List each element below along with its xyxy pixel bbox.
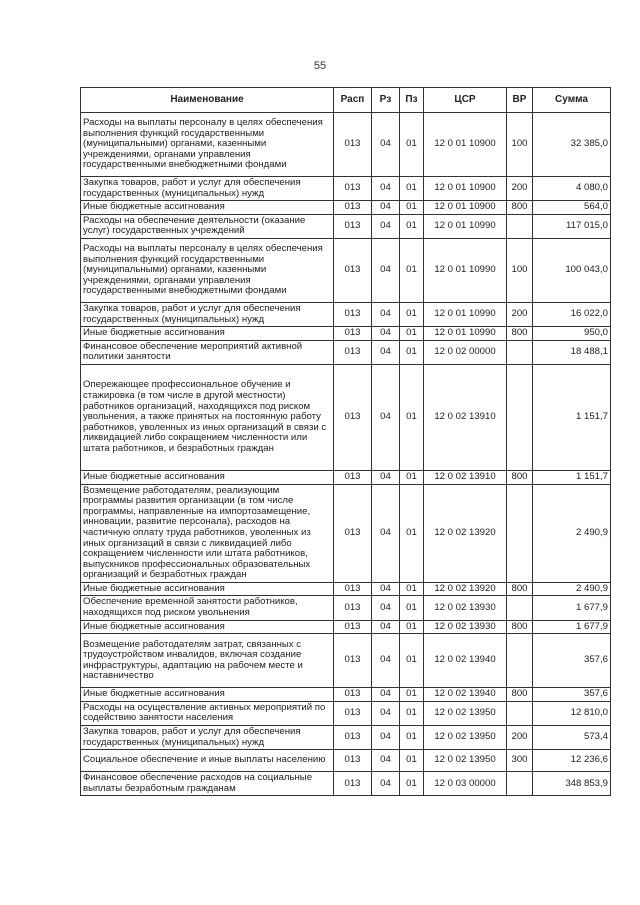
cell-rz: 04 <box>372 470 400 484</box>
cell-rz: 04 <box>372 688 400 702</box>
cell-pz: 01 <box>400 484 424 582</box>
cell-csr: 12 0 01 10990 <box>424 214 507 238</box>
cell-csr: 12 0 02 13940 <box>424 688 507 702</box>
cell-vr: 200 <box>507 177 533 201</box>
cell-name: Финансовое обеспечение мероприятий активной политики занятости <box>81 340 334 364</box>
cell-vr <box>507 364 533 470</box>
cell-rasp: 013 <box>334 177 372 201</box>
cell-name: Закупка товаров, работ и услуг для обеспечения государственных (муниципальных) нужд <box>81 726 334 750</box>
cell-rasp: 013 <box>334 582 372 596</box>
cell-pz: 01 <box>400 582 424 596</box>
cell-csr: 12 0 01 10990 <box>424 302 507 326</box>
cell-sum: 18 488,1 <box>533 340 611 364</box>
table-row <box>81 201 611 215</box>
cell-rasp: 013 <box>334 688 372 702</box>
cell-pz: 01 <box>400 620 424 634</box>
cell-pz: 01 <box>400 364 424 470</box>
header-csr: ЦСР <box>424 88 507 113</box>
cell-rz: 04 <box>372 726 400 750</box>
header-rasp: Расп <box>334 88 372 113</box>
table-row <box>81 596 611 620</box>
cell-sum: 32 385,0 <box>533 113 611 177</box>
table-row <box>81 302 611 326</box>
table-row <box>81 113 611 177</box>
cell-name: Финансовое обеспечение расходов на социальные выплаты безработным гражданам <box>81 772 334 796</box>
table-row <box>81 701 611 725</box>
table-row <box>81 726 611 750</box>
cell-rasp: 013 <box>334 302 372 326</box>
cell-rasp: 013 <box>334 726 372 750</box>
cell-rasp: 013 <box>334 201 372 215</box>
cell-sum: 100 043,0 <box>533 238 611 302</box>
cell-name: Расходы на выплаты персоналу в целях обеспечения выполнения функций государственными (муниципальными) органами, казенными учреждениями, органами управления государственными внебюджетными фондами <box>81 238 334 302</box>
table-row <box>81 620 611 634</box>
page-number: 55 <box>313 60 327 72</box>
cell-rz: 04 <box>372 201 400 215</box>
cell-rasp: 013 <box>334 596 372 620</box>
cell-rasp: 013 <box>334 484 372 582</box>
cell-vr: 800 <box>507 620 533 634</box>
cell-name: Расходы на обеспечение деятельности (оказание услуг) государственных учреждений <box>81 214 334 238</box>
cell-rz: 04 <box>372 177 400 201</box>
cell-name: Иные бюджетные ассигнования <box>81 201 334 215</box>
header-sum: Сумма <box>533 88 611 113</box>
table-row <box>81 177 611 201</box>
table-row <box>81 238 611 302</box>
cell-sum: 12 236,6 <box>533 750 611 772</box>
cell-pz: 01 <box>400 113 424 177</box>
cell-sum: 1 677,9 <box>533 596 611 620</box>
header-pz: Пз <box>400 88 424 113</box>
cell-rz: 04 <box>372 484 400 582</box>
cell-rasp: 013 <box>334 772 372 796</box>
cell-csr: 12 0 02 13950 <box>424 750 507 772</box>
cell-rz: 04 <box>372 238 400 302</box>
cell-vr: 200 <box>507 302 533 326</box>
cell-vr: 200 <box>507 726 533 750</box>
cell-rz: 04 <box>372 701 400 725</box>
cell-pz: 01 <box>400 772 424 796</box>
table-row <box>81 582 611 596</box>
cell-rasp: 013 <box>334 238 372 302</box>
table-row <box>81 772 611 796</box>
cell-vr <box>507 634 533 688</box>
cell-name: Опережающее профессиональное обучение и стажировка (в том числе в другой местности) работников организаций, находящихся под риском увольнения, а также принятых на постоянную работу работников, уволенных из иных организаций в связи с ликвидацией либо сокращением численности или штата работников, и безработных граждан <box>81 364 334 470</box>
cell-name: Иные бюджетные ассигнования <box>81 688 334 702</box>
table-row <box>81 340 611 364</box>
cell-sum: 357,6 <box>533 634 611 688</box>
cell-rz: 04 <box>372 634 400 688</box>
cell-vr: 100 <box>507 113 533 177</box>
cell-pz: 01 <box>400 470 424 484</box>
cell-sum: 348 853,9 <box>533 772 611 796</box>
cell-sum: 2 490,9 <box>533 484 611 582</box>
cell-rz: 04 <box>372 596 400 620</box>
cell-rasp: 013 <box>334 701 372 725</box>
table-row <box>81 750 611 772</box>
cell-vr: 100 <box>507 238 533 302</box>
cell-sum: 117 015,0 <box>533 214 611 238</box>
cell-vr <box>507 701 533 725</box>
cell-name: Возмещение работодателям затрат, связанных с трудоустройством инвалидов, включая создание инфраструктуры, адаптацию на рабочем месте и наставничество <box>81 634 334 688</box>
cell-csr: 12 0 02 00000 <box>424 340 507 364</box>
cell-rasp: 013 <box>334 327 372 341</box>
cell-vr <box>507 484 533 582</box>
cell-sum: 950,0 <box>533 327 611 341</box>
cell-sum: 12 810,0 <box>533 701 611 725</box>
cell-rasp: 013 <box>334 750 372 772</box>
cell-pz: 01 <box>400 340 424 364</box>
table-row <box>81 688 611 702</box>
cell-vr: 800 <box>507 688 533 702</box>
cell-vr: 300 <box>507 750 533 772</box>
cell-vr: 800 <box>507 582 533 596</box>
cell-csr: 12 0 01 10900 <box>424 177 507 201</box>
table-body <box>81 113 611 796</box>
cell-csr: 12 0 02 13920 <box>424 484 507 582</box>
header-name: Наименование <box>81 88 334 113</box>
cell-csr: 12 0 02 13930 <box>424 596 507 620</box>
cell-sum: 1 151,7 <box>533 470 611 484</box>
cell-sum: 564,0 <box>533 201 611 215</box>
cell-csr: 12 0 01 10900 <box>424 113 507 177</box>
cell-csr: 12 0 02 13920 <box>424 582 507 596</box>
cell-name: Закупка товаров, работ и услуг для обеспечения государственных (муниципальных) нужд <box>81 177 334 201</box>
cell-name: Иные бюджетные ассигнования <box>81 327 334 341</box>
cell-name: Иные бюджетные ассигнования <box>81 470 334 484</box>
cell-rasp: 013 <box>334 364 372 470</box>
cell-pz: 01 <box>400 701 424 725</box>
cell-pz: 01 <box>400 201 424 215</box>
cell-pz: 01 <box>400 688 424 702</box>
cell-rz: 04 <box>372 364 400 470</box>
cell-name: Социальное обеспечение и иные выплаты населению <box>81 750 334 772</box>
table-row <box>81 470 611 484</box>
cell-rz: 04 <box>372 340 400 364</box>
cell-name: Иные бюджетные ассигнования <box>81 582 334 596</box>
cell-csr: 12 0 01 10900 <box>424 201 507 215</box>
cell-csr: 12 0 02 13950 <box>424 726 507 750</box>
cell-sum: 573,4 <box>533 726 611 750</box>
table-row <box>81 214 611 238</box>
cell-rasp: 013 <box>334 113 372 177</box>
cell-csr: 12 0 02 13940 <box>424 634 507 688</box>
cell-pz: 01 <box>400 634 424 688</box>
cell-rz: 04 <box>372 327 400 341</box>
cell-rz: 04 <box>372 772 400 796</box>
cell-rasp: 013 <box>334 470 372 484</box>
cell-rz: 04 <box>372 582 400 596</box>
cell-vr <box>507 772 533 796</box>
cell-name: Расходы на выплаты персоналу в целях обеспечения выполнения функций государственными (муниципальными) органами, казенными учреждениями, органами управления государственными внебюджетными фондами <box>81 113 334 177</box>
cell-rz: 04 <box>372 113 400 177</box>
cell-csr: 12 0 02 13910 <box>424 470 507 484</box>
cell-pz: 01 <box>400 177 424 201</box>
cell-sum: 4 080,0 <box>533 177 611 201</box>
cell-sum: 2 490,9 <box>533 582 611 596</box>
cell-csr: 12 0 02 13930 <box>424 620 507 634</box>
cell-vr: 800 <box>507 201 533 215</box>
cell-pz: 01 <box>400 596 424 620</box>
cell-rasp: 013 <box>334 620 372 634</box>
cell-name: Закупка товаров, работ и услуг для обеспечения государственных (муниципальных) нужд <box>81 302 334 326</box>
cell-csr: 12 0 02 13910 <box>424 364 507 470</box>
cell-rasp: 013 <box>334 634 372 688</box>
cell-pz: 01 <box>400 302 424 326</box>
cell-rz: 04 <box>372 302 400 326</box>
cell-name: Обеспечение временной занятости работников, находящихся под риском увольнения <box>81 596 334 620</box>
cell-name: Расходы на осуществление активных мероприятий по содействию занятости населения <box>81 701 334 725</box>
cell-csr: 12 0 03 00000 <box>424 772 507 796</box>
cell-rz: 04 <box>372 620 400 634</box>
cell-csr: 12 0 01 10990 <box>424 327 507 341</box>
cell-pz: 01 <box>400 327 424 341</box>
header-vr: ВР <box>507 88 533 113</box>
cell-vr <box>507 596 533 620</box>
cell-sum: 1 677,9 <box>533 620 611 634</box>
cell-vr: 800 <box>507 470 533 484</box>
cell-pz: 01 <box>400 726 424 750</box>
table-header-row <box>81 88 611 113</box>
cell-rz: 04 <box>372 214 400 238</box>
cell-vr: 800 <box>507 327 533 341</box>
cell-rasp: 013 <box>334 214 372 238</box>
table-row <box>81 634 611 688</box>
table-row <box>81 327 611 341</box>
cell-vr <box>507 214 533 238</box>
cell-rz: 04 <box>372 750 400 772</box>
table-row <box>81 484 611 582</box>
cell-csr: 12 0 01 10990 <box>424 238 507 302</box>
cell-pz: 01 <box>400 214 424 238</box>
cell-name: Иные бюджетные ассигнования <box>81 620 334 634</box>
header-rz: Рз <box>372 88 400 113</box>
table-row <box>81 364 611 470</box>
cell-rasp: 013 <box>334 340 372 364</box>
cell-sum: 16 022,0 <box>533 302 611 326</box>
cell-vr <box>507 340 533 364</box>
cell-sum: 357,6 <box>533 688 611 702</box>
cell-pz: 01 <box>400 238 424 302</box>
cell-pz: 01 <box>400 750 424 772</box>
cell-sum: 1 151,7 <box>533 364 611 470</box>
cell-name: Возмещение работодателям, реализующим программы развития организации (в том числе программы, направленные на импортозамещение, инновации, развитие персонала), расходов на частичную оплату труда работников, уволенных из иных организаций в связи с ликвидацией либо сокращением численности или штата работников, выпускников профессиональных образовательных организаций и безработных граждан <box>81 484 334 582</box>
budget-table <box>80 87 611 796</box>
cell-csr: 12 0 02 13950 <box>424 701 507 725</box>
